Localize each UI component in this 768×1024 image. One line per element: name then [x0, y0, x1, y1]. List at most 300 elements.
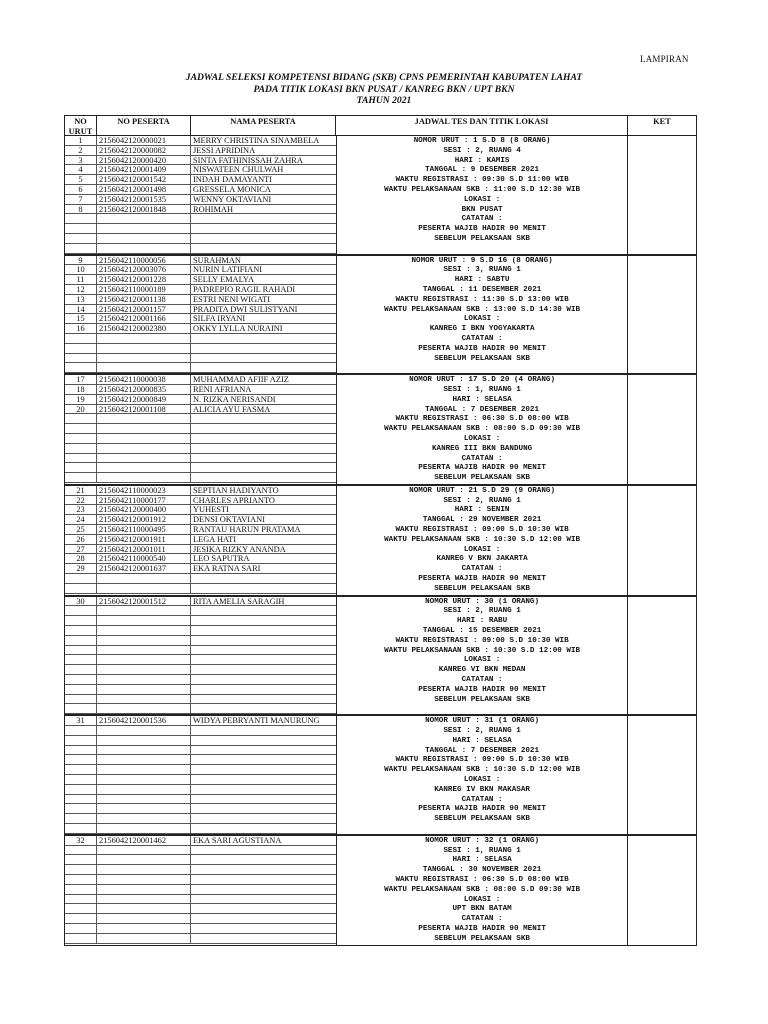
row-nama-peserta	[191, 765, 336, 774]
schedule-info-line: SEBELUM PELAKSAAN SKB	[434, 584, 530, 593]
schedule-info-line: UPT BKN BATAM	[452, 905, 512, 914]
table-row	[65, 685, 336, 695]
row-nama-peserta	[191, 814, 336, 823]
schedule-info	[337, 375, 628, 484]
schedule-info-line: HARI : KAMIS	[454, 156, 510, 165]
schedule-info-line: SESI : 2, RUANG 1	[443, 607, 521, 616]
row-no-urut	[65, 875, 97, 884]
table-row	[65, 444, 336, 454]
table-row	[65, 545, 336, 555]
row-nama-peserta	[191, 665, 336, 674]
schedule-info-line: TANGGAL : 15 DESEMBER 2021	[422, 627, 542, 636]
table-row	[65, 736, 336, 746]
schedule-info-line: CATATAN :	[461, 454, 503, 463]
schedule-info-line: NOMOR URUT : 31 (1 ORANG)	[425, 717, 540, 726]
row-nama-peserta	[191, 363, 336, 372]
schedule-info	[337, 486, 628, 595]
row-nama-peserta: N. RIZKA NERISANDI	[193, 394, 276, 404]
table-row	[65, 295, 336, 305]
row-no-peserta	[97, 824, 191, 833]
row-no-urut: 16	[65, 324, 97, 333]
title-line-1: JADWAL SELEKSI KOMPETENSI BIDANG (SKB) CPNS PEMERINTAH KABUPATEN LAHAT	[185, 72, 583, 83]
row-no-urut	[65, 454, 97, 463]
row-no-urut: 26	[65, 535, 97, 544]
schedule-info-line: PESERTA WAJIB HADIR 90 MENIT	[418, 805, 546, 814]
schedule-info-line: PESERTA WAJIB HADIR 90 MENIT	[418, 575, 546, 584]
row-no-urut: 9	[65, 256, 97, 265]
table-row	[65, 185, 336, 195]
row-nama-peserta	[191, 746, 336, 755]
schedule-info-line: NOMOR URUT : 1 S.D 8 (8 ORANG)	[413, 137, 551, 145]
row-no-urut	[65, 695, 97, 704]
row-nama-peserta	[191, 334, 336, 343]
row-no-peserta: 2156042110000056	[97, 256, 191, 265]
participant-list	[65, 375, 337, 484]
schedule-info-line: WAKTU PELAKSANAAN SKB : 08:00 S.D 09:30 WIB	[384, 885, 581, 894]
row-nama-peserta	[191, 244, 336, 253]
row-no-urut	[65, 363, 97, 372]
ket-cell	[628, 136, 696, 254]
row-no-urut	[65, 234, 97, 243]
row-nama-peserta	[191, 785, 336, 794]
row-no-urut: 20	[65, 405, 97, 414]
table-row	[65, 765, 336, 775]
schedule-info-line: HARI : RABU	[457, 617, 508, 626]
row-no-urut	[65, 444, 97, 453]
row-no-urut	[65, 334, 97, 343]
schedule-info-line: CATATAN :	[461, 915, 503, 924]
row-no-urut	[65, 244, 97, 253]
schedule-info	[337, 136, 628, 254]
row-no-urut	[65, 804, 97, 813]
row-nama-peserta	[191, 574, 336, 583]
row-nama-peserta	[191, 755, 336, 764]
table-row	[65, 195, 336, 205]
row-nama-peserta: ALICIA AYU FASMA	[193, 404, 271, 414]
row-no-urut	[65, 616, 97, 625]
schedule-info	[337, 836, 628, 945]
schedule-info-line: HARI : SELASA	[452, 395, 512, 404]
table-row	[65, 234, 336, 244]
schedule-info-line: KANREG V BKN JAKARTA	[436, 555, 528, 564]
table-row	[65, 285, 336, 295]
row-nama-peserta: ROHIMAH	[193, 204, 234, 214]
schedule-group	[65, 836, 696, 945]
row-no-peserta: 2156042120001228	[97, 275, 191, 284]
schedule-group	[65, 256, 696, 376]
row-nama-peserta: ESTRI NENI WIGATI	[193, 294, 271, 304]
row-nama-peserta: EKA SARI AGUSTIANA	[193, 835, 282, 845]
schedule-info-line: NOMOR URUT : 17 S.D 20 (4 ORANG)	[409, 376, 555, 385]
row-no-urut	[65, 755, 97, 764]
row-no-urut: 18	[65, 385, 97, 394]
schedule-info-line: SESI : 2, RUANG 1	[443, 496, 521, 505]
row-nama-peserta: MUHAMMAD AFIIF AZIZ	[193, 375, 289, 384]
table-row	[65, 904, 336, 914]
row-no-urut	[65, 473, 97, 482]
row-nama-peserta: SEPTIAN HADIYANTO	[193, 485, 279, 495]
table-row	[65, 334, 336, 344]
row-no-urut: 14	[65, 305, 97, 314]
row-no-peserta	[97, 675, 191, 684]
ket-cell	[628, 256, 696, 374]
row-nama-peserta	[191, 454, 336, 463]
table-row	[65, 515, 336, 525]
ket-cell	[628, 716, 696, 834]
table-row	[65, 244, 336, 254]
schedule-info-line: NOMOR URUT : 9 S.D 16 (8 ORANG)	[411, 256, 553, 265]
row-no-peserta	[97, 885, 191, 894]
row-nama-peserta: WENNY OKTAVIANI	[193, 194, 272, 204]
row-no-peserta	[97, 736, 191, 745]
row-no-peserta	[97, 454, 191, 463]
row-nama-peserta	[191, 646, 336, 655]
row-nama-peserta: RENI AFRIANA	[193, 384, 252, 394]
row-no-peserta	[97, 875, 191, 884]
row-nama-peserta: PADREPIO RAGIL RAHADI	[193, 284, 296, 294]
schedule-group	[65, 486, 696, 597]
table-row	[65, 463, 336, 473]
table-row	[65, 865, 336, 875]
row-no-urut: 31	[65, 716, 97, 725]
row-no-urut: 13	[65, 295, 97, 304]
row-no-urut	[65, 736, 97, 745]
row-nama-peserta	[191, 685, 336, 694]
row-no-peserta	[97, 934, 191, 943]
row-nama-peserta	[191, 914, 336, 923]
schedule-info-line: PESERTA WAJIB HADIR 90 MENIT	[418, 924, 546, 933]
table-row	[65, 224, 336, 234]
row-no-peserta: 2156042110000495	[97, 525, 191, 534]
row-nama-peserta: SELLY EMALYA	[193, 275, 255, 284]
row-no-urut	[65, 354, 97, 363]
row-no-peserta	[97, 795, 191, 804]
row-no-urut	[65, 824, 97, 833]
row-nama-peserta	[191, 214, 336, 223]
row-no-urut	[65, 626, 97, 635]
table-row	[65, 136, 336, 146]
row-no-peserta: 2156042120001535	[97, 195, 191, 204]
schedule-info	[337, 256, 628, 374]
schedule-info-line: TANGGAL : 7 DESEMBER 2021	[425, 746, 540, 755]
schedule-info-line: LOKASI :	[463, 776, 501, 784]
row-no-urut	[65, 606, 97, 615]
row-nama-peserta	[191, 904, 336, 913]
table-row	[65, 156, 336, 166]
ket-cell	[628, 486, 696, 595]
row-no-urut	[65, 765, 97, 774]
row-no-peserta	[97, 214, 191, 223]
schedule-group	[65, 375, 696, 486]
schedule-info-line: WAKTU PELAKSANAAN SKB : 10:30 S.D 12:00 WIB	[384, 535, 581, 544]
table-row	[65, 785, 336, 795]
row-no-urut: 32	[65, 836, 97, 845]
schedule-info-line: WAKTU REGISTRASI : 09:00 S.D 10:30 WIB	[395, 526, 569, 535]
row-no-urut: 6	[65, 185, 97, 194]
row-no-urut: 24	[65, 515, 97, 524]
row-no-peserta	[97, 636, 191, 645]
schedule-info-line: LOKASI :	[463, 545, 501, 554]
row-no-urut: 30	[65, 597, 97, 606]
row-no-peserta	[97, 704, 191, 713]
row-no-peserta: 2156042120000835	[97, 385, 191, 394]
ket-cell	[628, 375, 696, 484]
row-no-peserta	[97, 616, 191, 625]
row-no-urut: 12	[65, 285, 97, 294]
row-nama-peserta	[191, 775, 336, 784]
row-no-urut: 3	[65, 156, 97, 165]
table-row	[65, 746, 336, 756]
row-no-peserta	[97, 695, 191, 704]
row-nama-peserta: NISWATEEN CHULWAH	[193, 165, 284, 175]
row-no-peserta	[97, 244, 191, 253]
title-line-2: PADA TITIK LOKASI BKN PUSAT / KANREG BKN / UPT BKN	[253, 83, 515, 95]
row-no-peserta: 2156042120001912	[97, 515, 191, 524]
table-row	[65, 775, 336, 785]
table-row	[65, 606, 336, 616]
row-no-urut	[65, 814, 97, 823]
row-no-urut	[65, 846, 97, 855]
row-no-peserta	[97, 646, 191, 655]
row-nama-peserta: LEO SAPUTRA	[193, 554, 250, 564]
row-no-urut: 25	[65, 525, 97, 534]
schedule-group	[65, 716, 696, 836]
schedule-info-line: KANREG I BKN YOGYAKARTA	[429, 325, 535, 334]
row-nama-peserta	[191, 616, 336, 625]
row-nama-peserta: RANTAU HARUN PRATAMA	[193, 525, 301, 534]
row-no-urut	[65, 726, 97, 735]
row-no-urut: 11	[65, 275, 97, 284]
row-no-peserta	[97, 363, 191, 372]
schedule-info-line: BKN PUSAT	[461, 205, 503, 214]
table-row	[65, 363, 336, 373]
row-no-peserta	[97, 354, 191, 363]
table-header	[65, 116, 696, 136]
row-no-urut: 8	[65, 205, 97, 214]
schedule-info-line: SESI : 2, RUANG 4	[443, 146, 521, 155]
row-no-peserta: 2156042120001409	[97, 165, 191, 174]
schedule-info-line: LOKASI :	[463, 195, 501, 204]
schedule-info-line: CATATAN :	[461, 334, 503, 343]
row-nama-peserta	[191, 895, 336, 904]
row-nama-peserta	[191, 846, 336, 855]
row-no-urut	[65, 434, 97, 443]
row-nama-peserta: SILFA IRYANI	[193, 314, 246, 324]
row-nama-peserta	[191, 414, 336, 423]
row-no-peserta	[97, 334, 191, 343]
row-nama-peserta: NURIN LATIFIANI	[193, 265, 263, 275]
schedule-info-line: HARI : SELASA	[452, 856, 512, 865]
row-no-peserta	[97, 685, 191, 694]
schedule-info-line: PESERTA WAJIB HADIR 90 MENIT	[418, 464, 546, 473]
schedule-info-line: PESERTA WAJIB HADIR 90 MENIT	[418, 225, 546, 234]
row-no-peserta: 2156042110000038	[97, 375, 191, 384]
schedule-info-line: WAKTU PELAKSANAAN SKB : 10:30 S.D 12:00 WIB	[384, 646, 581, 655]
row-no-peserta	[97, 785, 191, 794]
row-no-urut: 4	[65, 165, 97, 174]
row-no-urut	[65, 463, 97, 472]
table-row	[65, 875, 336, 885]
schedule-info-line: HARI : SENIN	[454, 506, 510, 515]
row-no-peserta: 2156042120000021	[97, 136, 191, 145]
title-line-3: TAHUN 2021	[356, 95, 412, 106]
row-nama-peserta	[191, 924, 336, 933]
row-no-peserta	[97, 424, 191, 433]
table-row	[65, 895, 336, 905]
row-no-urut: 23	[65, 505, 97, 514]
header-no-peserta: NO PESERTA	[97, 116, 191, 135]
row-no-peserta	[97, 224, 191, 233]
schedule-info-line: TANGGAL : 30 NOVEMBER 2021	[422, 866, 542, 875]
row-no-peserta	[97, 904, 191, 913]
lampiran-label: LAMPIRAN	[640, 54, 689, 64]
row-no-urut	[65, 646, 97, 655]
row-nama-peserta	[191, 695, 336, 704]
row-no-peserta: 2156042120000849	[97, 395, 191, 404]
row-nama-peserta: SURAHMAN	[193, 255, 241, 265]
table-row	[65, 885, 336, 895]
row-nama-peserta: EKA RATNA SARI	[193, 564, 261, 574]
participant-list	[65, 486, 337, 595]
row-no-urut	[65, 424, 97, 433]
row-nama-peserta	[191, 885, 336, 894]
schedule-info-line: LOKASI :	[463, 895, 501, 904]
row-no-urut	[65, 414, 97, 423]
row-no-urut: 29	[65, 564, 97, 573]
row-nama-peserta	[191, 865, 336, 874]
table-row	[65, 175, 336, 185]
schedule-info-line: WAKTU REGISTRASI : 11:30 S.D 13:00 WIB	[395, 295, 569, 304]
schedule-info	[337, 597, 628, 715]
table-row	[65, 496, 336, 506]
table-row	[65, 824, 336, 834]
row-no-urut	[65, 746, 97, 755]
schedule-info-line: WAKTU PELAKSANAAN SKB : 08:00 S.D 09:30 WIB	[384, 425, 581, 434]
schedule-info-line: WAKTU REGISTRASI : 09:30 S.D 11:00 WIB	[395, 176, 569, 185]
table-row	[65, 646, 336, 656]
table-row	[65, 914, 336, 924]
table-row	[65, 305, 336, 315]
table-row	[65, 454, 336, 464]
row-no-peserta: 2156042120001498	[97, 185, 191, 194]
row-nama-peserta	[191, 795, 336, 804]
row-no-urut: 2	[65, 146, 97, 155]
row-no-urut: 15	[65, 314, 97, 323]
schedule-info-line: TANGGAL : 29 NOVEMBER 2021	[422, 516, 542, 525]
row-nama-peserta: JESSI APRIDINA	[193, 145, 256, 155]
row-nama-peserta: RITA AMELIA SARAGIH	[193, 596, 285, 606]
row-no-peserta: 2156042110000177	[97, 496, 191, 505]
table-row	[65, 473, 336, 483]
table-row	[65, 934, 336, 944]
table-row	[65, 165, 336, 175]
row-no-peserta	[97, 574, 191, 583]
row-nama-peserta: LEGA HATI	[193, 534, 237, 544]
schedule-info-line: NOMOR URUT : 21 S.D 29 (9 ORANG)	[409, 486, 555, 495]
row-no-peserta	[97, 584, 191, 593]
row-nama-peserta: JESIKA RIZKY ANANDA	[193, 544, 286, 554]
table-row	[65, 924, 336, 934]
ket-cell	[628, 597, 696, 715]
schedule-info-line: KANREG VI BKN MEDAN	[438, 666, 526, 675]
row-nama-peserta	[191, 875, 336, 884]
table-row	[65, 265, 336, 275]
row-no-peserta: 2156042110000189	[97, 285, 191, 294]
schedule-info-line: LOKASI :	[463, 656, 501, 665]
row-no-peserta	[97, 473, 191, 482]
row-no-urut	[65, 934, 97, 943]
row-no-urut	[65, 665, 97, 674]
table-row	[65, 205, 336, 215]
schedule-info-line: TANGGAL : 11 DESEMBER 2021	[422, 285, 542, 294]
row-nama-peserta	[191, 655, 336, 664]
row-nama-peserta	[191, 424, 336, 433]
row-nama-peserta: YUHESTI	[193, 505, 229, 515]
schedule-info-line: NOMOR URUT : 30 (1 ORANG)	[425, 597, 540, 606]
schedule-info-line: LOKASI :	[463, 434, 501, 443]
schedule-info-line: SESI : 3, RUANG 1	[443, 266, 521, 275]
schedule-info-line: SESI : 1, RUANG 1	[443, 385, 521, 394]
row-nama-peserta	[191, 344, 336, 353]
row-nama-peserta	[191, 463, 336, 472]
table-row	[65, 716, 336, 726]
participant-list	[65, 836, 337, 945]
table-row	[65, 726, 336, 736]
row-no-peserta: 2156042120000082	[97, 146, 191, 155]
schedule-info-line: SEBELUM PELAKSAAN SKB	[434, 474, 530, 483]
row-nama-peserta	[191, 675, 336, 684]
row-no-peserta: 2156042120000400	[97, 505, 191, 514]
participant-list	[65, 136, 337, 254]
schedule-group	[65, 597, 696, 717]
row-no-peserta	[97, 665, 191, 674]
schedule-info-line: LOKASI :	[463, 315, 501, 324]
schedule-info-line: TANGGAL : 9 DESEMBER 2021	[425, 166, 540, 175]
table-row	[65, 597, 336, 607]
row-nama-peserta	[191, 224, 336, 233]
row-no-urut	[65, 675, 97, 684]
row-no-peserta	[97, 755, 191, 764]
row-no-peserta	[97, 865, 191, 874]
participant-list	[65, 716, 337, 834]
row-no-peserta: 2156042120001166	[97, 314, 191, 323]
row-no-urut	[65, 795, 97, 804]
row-no-peserta	[97, 434, 191, 443]
row-nama-peserta: MERRY CHRISTINA SINAMBELA	[193, 136, 320, 145]
row-no-peserta	[97, 626, 191, 635]
row-nama-peserta	[191, 584, 336, 593]
row-no-urut: 19	[65, 395, 97, 404]
schedule-info-line: CATATAN :	[461, 676, 503, 685]
row-nama-peserta	[191, 444, 336, 453]
schedule-info-line: SEBELUM PELAKSAAN SKB	[434, 695, 530, 704]
row-nama-peserta: CHARLES APRIANTO	[193, 495, 275, 505]
row-no-peserta	[97, 846, 191, 855]
row-no-urut	[65, 214, 97, 223]
schedule-info-line: KANREG IV BKN MAKASAR	[434, 785, 530, 794]
row-no-peserta	[97, 655, 191, 664]
row-no-urut	[65, 775, 97, 784]
row-no-peserta: 2156042120001138	[97, 295, 191, 304]
schedule-info-line: WAKTU REGISTRASI : 09:00 S.D 10:30 WIB	[395, 636, 569, 645]
row-nama-peserta	[191, 636, 336, 645]
schedule-info-line: SESI : 2, RUANG 1	[443, 727, 521, 736]
header-jadwal: JADWAL TES DAN TITIK LOKASI	[336, 116, 628, 135]
participant-list	[65, 597, 337, 715]
table-row	[65, 584, 336, 594]
table-row	[65, 795, 336, 805]
row-nama-peserta	[191, 626, 336, 635]
